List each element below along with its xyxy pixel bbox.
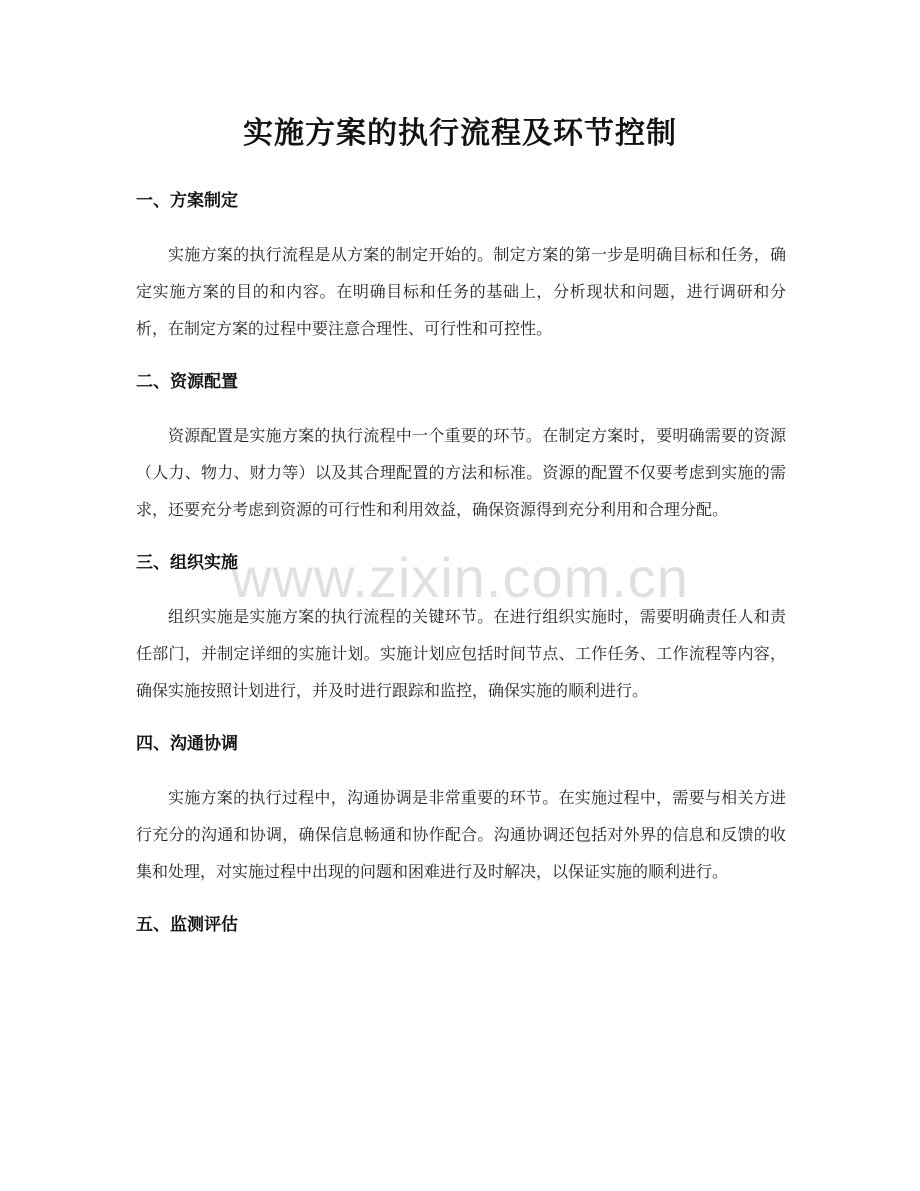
section-paragraph: 实施方案的执行过程中，沟通协调是非常重要的环节。在实施过程中，需要与相关方进行充分的沟通和协调，确保信息畅通和协作配合。沟通协调还包括对外界的信息和反馈的收集和处理，对实施过程中出现的问题和困难进行及时解决，以保证实施的顺利进行。: [136, 788, 786, 881]
section-paragraph: 组织实施是实施方案的执行流程的关键环节。在进行组织实施时，需要明确责任人和责任部门，并制定详细的实施计划。实施计划应包括时间节点、工作任务、工作流程等内容，确保实施按照计划进行，并及时进行跟踪和监控，确保实施的顺利进行。: [136, 607, 786, 700]
section-heading: 五、监测评估: [136, 915, 238, 935]
section-resources: [136, 367, 786, 528]
section-heading: 三、组织实施: [136, 553, 238, 573]
section-heading: 四、沟通协调: [136, 734, 238, 754]
section-paragraph: 实施方案的执行流程是从方案的制定开始的。制定方案的第一步是明确目标和任务，确定实施方案的目的和内容。在明确目标和任务的基础上，分析现状和问题，进行调研和分析，在制定方案的过程中要注意合理性、可行性和可控性。: [136, 245, 786, 338]
section-monitoring: [136, 910, 786, 940]
watermark: www.zixin.com.cn: [231, 546, 689, 609]
section-communication: [136, 729, 786, 890]
section-implementation: [136, 548, 786, 709]
document-title: 实施方案的执行流程及环节控制: [243, 116, 677, 151]
section-heading: 二、资源配置: [136, 372, 238, 392]
section-plan: [136, 186, 786, 347]
section-paragraph: 资源配置是实施方案的执行流程中一个重要的环节。在制定方案时，要明确需要的资源（人力、物力、财力等）以及其合理配置的方法和标准。资源的配置不仅要考虑到实施的需求，还要充分考虑到资源的可行性和利用效益，确保资源得到充分利用和合理分配。: [136, 426, 786, 519]
document-content: [136, 186, 786, 940]
section-heading: 一、方案制定: [136, 191, 238, 211]
